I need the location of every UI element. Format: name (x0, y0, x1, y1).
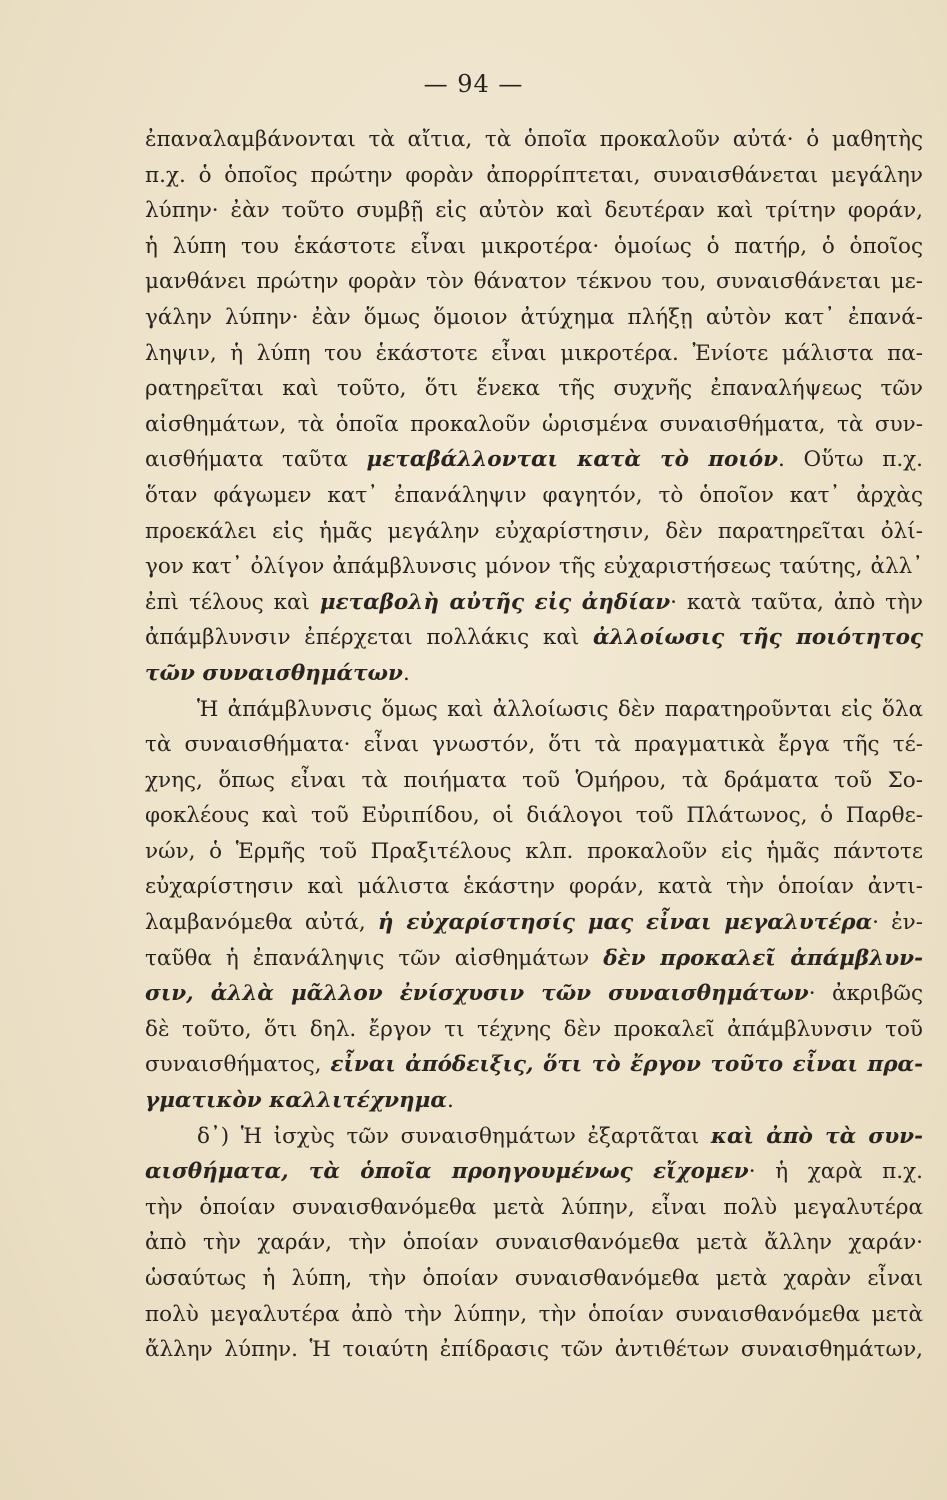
text-line (145, 1047, 923, 1083)
text-segment: πολὺ μεγαλυτέρα ἀπὸ τὴν λύπην, τὴν ὁποίαν συναισθανόμεθα μετὰ (145, 1301, 923, 1327)
emphasized-text: τῶν συναισθημάτων (145, 660, 403, 686)
text-segment: λαμβανόμεθα αὐτά, (145, 910, 378, 936)
text-segment: . Οὕτω π.χ. (778, 447, 924, 473)
text-line (145, 300, 923, 336)
text-segment: τὰ συναισθήματα· εἶναι γνωστόν, ὅτι τὰ πραγματικὰ ἔργα τῆς τέ- (145, 732, 923, 758)
text-line (145, 976, 923, 1012)
text-segment: ληψιν, ἡ λύπη του ἑκάστοτε εἶναι μικροτέρα. Ἐνίοτε μάλιστα πα- (145, 340, 923, 366)
emphasized-text: δὲν προκαλεῖ ἀπάμβλυν- (603, 945, 923, 971)
text-line (145, 229, 923, 265)
text-line (145, 941, 923, 977)
text-line (145, 1119, 923, 1155)
text-segment: αἰσθημάτων, τὰ ὁποῖα προκαλοῦν ὡρισμένα συναισθήματα, τὰ συν- (145, 411, 923, 437)
text-line (145, 1083, 923, 1119)
emphasized-text: καὶ ἀπὸ τὰ συν- (710, 1123, 923, 1149)
text-segment: δὲ τοῦτο, ὅτι δηλ. ἔργον τι τέχνης δὲν προκαλεῖ ἀπάμβλυνσιν τοῦ (145, 1016, 923, 1042)
text-line (145, 407, 923, 443)
text-line (145, 869, 923, 905)
emphasized-text: ἡ εὐχαρίστησίς μας εἶναι μεγαλυτέρα (377, 910, 873, 936)
text-segment: ἐπὶ τέλους καὶ (145, 589, 320, 615)
text-segment: · ἐν- (872, 910, 923, 936)
text-segment: ὡσαύτως ἡ λύπη, τὴν ὁποίαν συναισθανόμεθα μετὰ χαρὰν εἶναι (145, 1266, 923, 1291)
body-text (145, 122, 923, 1368)
text-line (145, 1225, 923, 1261)
text-line (145, 264, 923, 300)
text-segment: προεκάλει εἰς ἡμᾶς μεγάλην εὐχαρίστησιν, δὲν παρατηρεῖται ὀλί- (145, 518, 923, 544)
text-line (145, 798, 923, 834)
text-line (145, 1261, 923, 1297)
text-segment: μανθάνει πρώτην φορὰν τὸν θάνατον τέκνου του, συναισθάνεται με- (145, 269, 923, 295)
text-segment: ὅταν φάγωμεν κατ᾽ ἐπανάληψιν φαγητόν, τὸ ὁποῖον κατ᾽ ἀρχὰς (145, 482, 923, 508)
text-line (145, 727, 923, 763)
text-segment: ἄλλην λύπην. Ἡ τοιαύτη ἐπίδρασις τῶν ἀντιθέτων συναισθημάτων, (145, 1337, 923, 1363)
text-segment: γάλην λύπην· ἐὰν ὅμως ὅμοιον ἀτύχημα πλήξῃ αὐτὸν κατ᾽ ἐπανά- (145, 304, 923, 330)
text-line (145, 336, 923, 372)
text-line (145, 763, 923, 799)
text-line (145, 1190, 923, 1226)
text-line (145, 442, 923, 478)
emphasized-text: μεταβάλλονται κατὰ τὸ ποιόν (366, 447, 778, 473)
emphasized-text: γματικὸν καλλιτέχνημα (145, 1088, 447, 1114)
text-segment: Ἡ ἀπάμβλυνσις ὅμως καὶ ἀλλοίωσις δὲν παρατηροῦνται εἰς ὅλα (197, 696, 923, 722)
text-line (145, 122, 923, 158)
text-segment: εὐχαρίστησιν καὶ μάλιστα ἑκάστην φοράν, κατὰ τὴν ὁποίαν ἀντι- (145, 874, 923, 900)
text-segment: νών, ὁ Ἑρμῆς τοῦ Πραξιτέλους κλπ. προκαλοῦν εἰς ἡμᾶς πάντοτε (145, 838, 923, 864)
text-segment: τὴν ὁποίαν συναισθανόμεθα μετὰ λύπην, εἶναι πολὺ μεγαλυτέρα (145, 1194, 923, 1220)
text-segment: . (446, 1088, 454, 1114)
text-segment: γον κατ᾽ ὀλίγον ἀπάμβλυνσις μόνον τῆς εὐχαριστήσεως ταύτης, ἀλλ᾽ (145, 554, 923, 580)
text-segment: ἀπάμβλυνσιν ἐπέρχεται πολλάκις καὶ (145, 625, 593, 651)
text-segment: · ἀκριβῶς (808, 981, 923, 1007)
text-segment: · κατὰ ταῦτα, ἀπὸ τὴν (670, 589, 924, 615)
text-line (145, 905, 923, 941)
text-line (145, 656, 923, 692)
text-segment: . (402, 660, 410, 686)
text-line (145, 1154, 923, 1190)
text-segment: ἀπὸ τὴν χαράν, τὴν ὁποίαν συναισθανόμεθα μετὰ ἄλλην χαράν· (145, 1230, 923, 1256)
emphasized-text: σιν, ἀλλὰ μᾶλλον ἐνίσχυσιν τῶν συναισθημάτων (145, 981, 809, 1007)
text-segment: · ἡ χαρὰ π.χ. (748, 1159, 923, 1185)
text-line (145, 692, 923, 728)
text-segment: συναισθήματος, (145, 1052, 331, 1078)
text-segment: φοκλέους καὶ τοῦ Εὐριπίδου, οἱ διάλογοι τοῦ Πλάτωνος, ὁ Παρθε- (145, 803, 923, 829)
text-line (145, 620, 923, 656)
text-line (145, 585, 923, 621)
page-number: — 94 — (423, 70, 524, 98)
text-segment: ταῦθα ἡ ἐπανάληψις τῶν αἰσθημάτων (145, 945, 604, 971)
emphasized-text: εἶναι ἀπόδειξις, ὅτι τὸ ἔργον τοῦτο εἶναι πρα- (330, 1052, 923, 1078)
text-line (145, 514, 923, 550)
text-segment: λύπην· ἐὰν τοῦτο συμβῇ εἰς αὐτὸν καὶ δευτέραν καὶ τρίτην φοράν, (145, 198, 923, 224)
text-segment: ἡ λύπη του ἑκάστοτε εἶναι μικροτέρα· ὁμοίως ὁ πατήρ, ὁ ὁποῖος (145, 233, 923, 259)
text-line (145, 834, 923, 870)
text-line (145, 158, 923, 194)
emphasized-text: αισθήματα, τὰ ὁποῖα προηγουμένως εἴχομεν (145, 1159, 749, 1185)
text-line (145, 549, 923, 585)
text-segment: π.χ. ὁ ὁποῖος πρώτην φορὰν ἀπορρίπτεται, συναισθάνεται μεγάλην (145, 162, 923, 188)
text-line (145, 478, 923, 514)
text-line (145, 1297, 923, 1333)
text-line (145, 1332, 923, 1368)
text-segment: ἐπαναλαμβάνονται τὰ αἴτια, τὰ ὁποῖα προκαλοῦν αὐτά· ὁ μαθητὴς (145, 127, 923, 152)
text-segment: χνης, ὅπως εἶναι τὰ ποιήματα τοῦ Ὁμήρου, τὰ δράματα τοῦ Σο- (145, 767, 923, 793)
text-line (145, 371, 923, 407)
text-segment: ρατηρεῖται καὶ τοῦτο, ὅτι ἕνεκα τῆς συχνῆς ἐπαναλήψεως τῶν (145, 376, 923, 402)
text-line (145, 193, 923, 229)
text-segment: δ᾽) Ἡ ἰσχὺς τῶν συναισθημάτων ἐξαρτᾶται (197, 1123, 711, 1149)
emphasized-text: μεταβολὴ αὐτῆς εἰς ἀηδίαν (319, 589, 671, 615)
emphasized-text: ἀλλοίωσις τῆς ποιότητος (593, 625, 924, 651)
text-segment: αισθήματα ταῦτα (145, 447, 367, 473)
text-line (145, 1012, 923, 1048)
